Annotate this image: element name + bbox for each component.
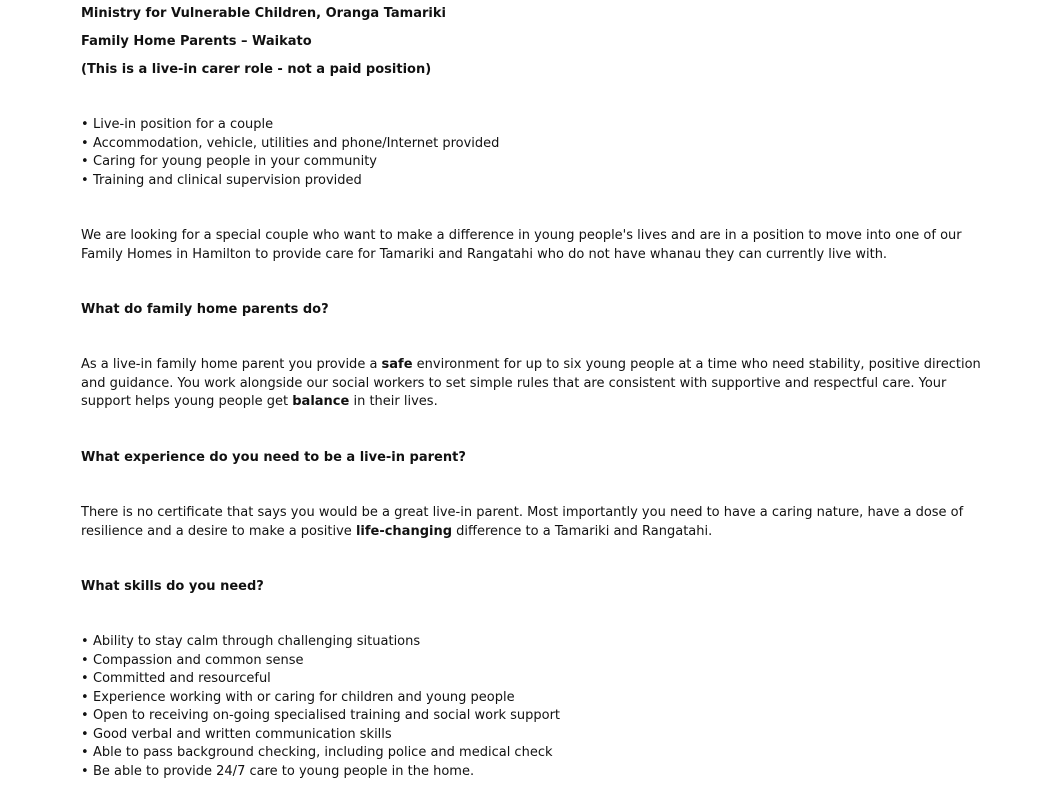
employer-title: Ministry for Vulnerable Children, Oranga Tamariki [81,6,446,21]
list-item: • Compassion and common sense [81,652,560,671]
list-item: • Ability to stay calm through challenging situations [81,633,560,652]
bullet-icon: • [81,117,89,132]
intro-paragraph: We are looking for a special couple who want to make a difference in young people's lives and are in a position to move into one of our Family Homes in Hamilton to provide care for Tamariki and Rangatahi who do not have whanau they can currently live with. [81,228,962,262]
list-item: • Caring for young people in your community [81,153,499,172]
list-item: • Good verbal and written communication skills [81,726,560,745]
list-item: • Open to receiving on-going specialised training and social work support [81,707,560,726]
skills-list [81,633,560,781]
section-heading-experience: What experience do you need to be a live-in parent? [81,450,466,465]
role-note: (This is a live-in carer role - not a paid position) [81,62,432,77]
bullet-icon: • [81,671,89,686]
list-item: • Training and clinical supervision provided [81,172,499,191]
list-item: • Experience working with or caring for children and young people [81,689,560,708]
list-item: • Committed and resourceful [81,670,560,689]
role-title: Family Home Parents – Waikato [81,34,312,49]
bullet-icon: • [81,172,89,188]
duties-paragraph: As a live-in family home parent you provide a safe environment for up to six young people at a time who need stability, positive direction and guidance. You work alongside our social workers to set simple rules that are consistent with supportive and respectful care. Your support helps young people get balance in their lives. [81,357,981,409]
bullet-icon: • [81,726,89,742]
bullet-icon: • [81,708,89,723]
list-item: • Live-in position for a couple [81,116,499,135]
section-heading-skills: What skills do you need? [81,579,264,594]
list-item: • Be able to provide 24/7 care to young people in the home. [81,763,560,782]
highlights-list [81,116,499,190]
bullet-icon: • [81,763,89,779]
section-heading-duties: What do family home parents do? [81,302,329,317]
bullet-icon: • [81,154,89,169]
bullet-icon: • [81,652,89,668]
experience-paragraph: There is no certificate that says you would be a great live-in parent. Most importantly you need to have a caring nature, have a dose of resilience and a desire to make a positive life-changing difference to a Tamariki and Rangatahi. [81,505,964,539]
bullet-icon: • [81,689,89,705]
bullet-icon: • [81,135,89,151]
bullet-icon: • [81,745,89,760]
list-item: • Able to pass background checking, including police and medical check [81,744,560,763]
list-item: • Accommodation, vehicle, utilities and phone/Internet provided [81,135,499,154]
bullet-icon: • [81,634,89,649]
